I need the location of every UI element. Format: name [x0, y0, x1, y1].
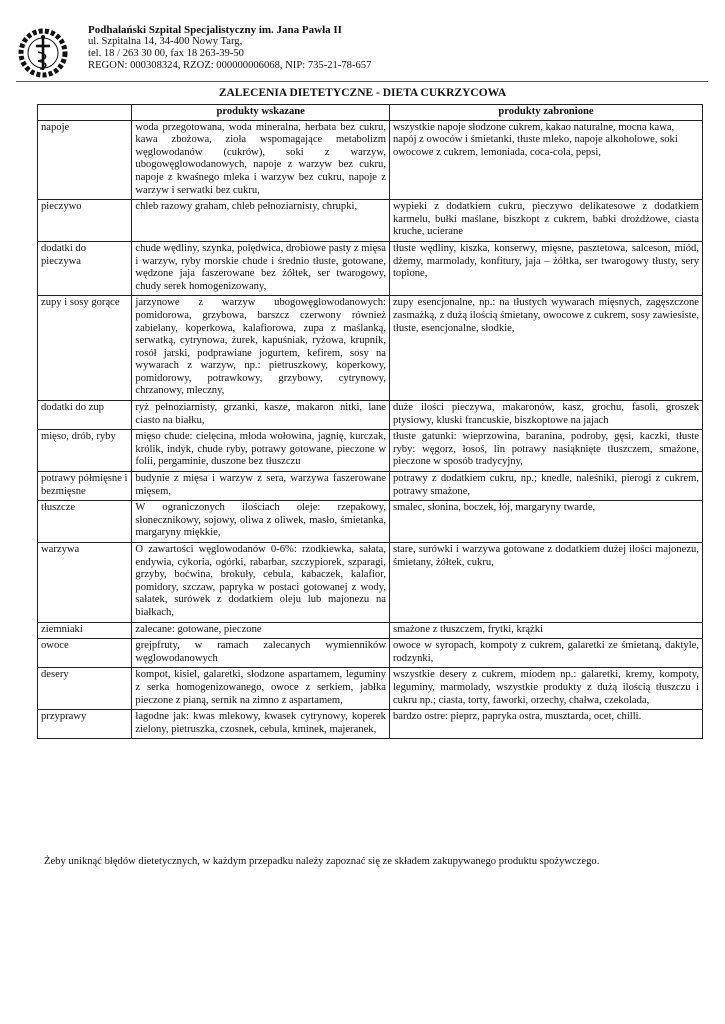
category-cell: owoce — [38, 639, 132, 668]
category-cell: zupy i sosy gorące — [38, 296, 132, 401]
recommended-cell: jarzynowe z warzyw ubogowęglowodanowych: pomidorowa, grzybowa, barszcz czerwony również zabielany, koperkowa, kalafiorowa, zupa z maślanką, serwatką, cytrynowa, żurek, kapuśniak, ryżowa, krupnik, rosół jarski, podprawiane jogurtem, kefirem, sosy na wywarach z warzyw, np.: pietruszkowy, koperkowy, pomidorowy, potrawkowy, grzybowy, cytrynowy, chrzanowy, mleczny, — [132, 296, 390, 401]
table-row — [38, 543, 703, 623]
forbidden-cell: smalec, słonina, boczek, łój, margaryny twarde, — [389, 501, 702, 543]
hospital-registry: REGON: 000308324, RZOZ: 000000006068, NIP: 735-21-78-657 — [88, 60, 372, 71]
category-cell: ziemniaki — [38, 622, 132, 639]
category-cell: napoje — [38, 120, 132, 200]
document-title: ZALECENIA DIETETYCZNE - DIETA CUKRZYCOWA — [218, 87, 507, 99]
recommended-cell: łagodne jak: kwas mlekowy, kwasek cytrynowy, koperek zielony, pietruszka, czosnek, cebula, kminek, majeranek, — [132, 710, 390, 739]
category-cell: przyprawy — [38, 710, 132, 739]
forbidden-cell: wypieki z dodatkiem cukru, pieczywo delikatesowe z dodatkiem karmelu, bułki maślane, biszkopt z cukrem, babki drożdżowe, ciasta kruche, ucierane — [389, 200, 702, 242]
hospital-name: Podhalański Szpital Specjalistyczny im. Jana Pawła II — [88, 24, 342, 36]
forbidden-cell: wszystkie desery z cukrem, miodem np.: galaretki, kremy, kompoty, leguminy, marmolady, wszystkie produkty z dużą ilością tłuszczu i cukru np.; ciasta, torty, faworki, orzechy, chałwa, czekolada, — [389, 668, 702, 710]
table-row — [38, 120, 703, 200]
category-cell: dodatki do zup — [38, 401, 132, 430]
recommended-cell: zalecane: gotowane, pieczone — [132, 622, 390, 639]
table-row — [38, 401, 703, 430]
table-row — [38, 501, 703, 543]
recommended-cell: chude wędliny, szynka, polędwica, drobiowe pasty z mięsa i warzyw, ryby morskie chude i średnio tłuste, gotowane, wędzone jaja faszerowane bez żółtek, ser twarogowy, chudy serek homogenizowany, — [132, 241, 390, 295]
table-row — [38, 241, 703, 295]
table-row — [38, 472, 703, 501]
category-cell: pieczywo — [38, 200, 132, 242]
hospital-logo-icon — [16, 26, 72, 80]
category-cell: potrawy półmięsne i bezmięsne — [38, 472, 132, 501]
forbidden-cell: wszystkie napoje słodzone cukrem, kakao naturalne, mocna kawa, napój z owoców i śmietanki, tłuste mleko, napoje alkoholowe, soki owocowe z cukrem, lemoniada, coca-cola, pepsi, — [389, 120, 702, 200]
diet-table — [37, 104, 703, 739]
recommended-cell: O zawartości węglowodanów 0-6%: rzodkiewka, sałata, endywia, cykoria, ogórki, rabarbar, szczypiorek, szparagi, grzyby, boćwina, brokuły, cebula, kabaczek, kalafior, pomidory, szczaw, papryka w postaci gotowanej z wody, sałatek, surówek z dodatkiem oleju lub majonezu na białkach, — [132, 543, 390, 623]
forbidden-cell: stare, surówki i warzywa gotowane z dodatkiem dużej ilości majonezu, śmietany, żółtek, cukru, — [389, 543, 702, 623]
header-divider — [16, 81, 708, 82]
table-row — [38, 622, 703, 639]
table-row — [38, 430, 703, 472]
document-header — [16, 24, 706, 80]
table-row — [38, 639, 703, 668]
forbidden-cell: duże ilości pieczywa, makaronów, kasz, grochu, fasoli, groszek ptysiowy, kluski francuskie, biszkoptowe na jajach — [389, 401, 702, 430]
forbidden-cell: owoce w syropach, kompoty z cukrem, galaretki ze śmietaną, daktyle, rodzynki, — [389, 639, 702, 668]
footer-note: Żeby uniknąć błędów dietetycznych, w każdym przepadku należy zapoznać się ze składem zakupywanego produktu spożywczego. — [44, 856, 600, 867]
table-header-row — [38, 105, 703, 121]
forbidden-cell: tłuste gatunki: wieprzowina, baranina, podroby, gęsi, kaczki, tłuste ryby: węgorz, łosoś, lin potrawy nasiąknięte tłuszczem, smażone, pieczone w sposób tradycyjny, — [389, 430, 702, 472]
hospital-info — [88, 24, 371, 72]
table-row — [38, 200, 703, 242]
forbidden-cell: bardzo ostre: pieprz, papryka ostra, musztarda, ocet, chilli. — [389, 710, 702, 739]
recommended-header: produkty wskazane — [132, 105, 390, 121]
recommended-cell: mięso chude: cielęcina, młoda wołowina, jagnię, kurczak, królik, indyk, chude ryby, potrawy gotowane, pieczone w folii, pergaminie, duszone bez tłuszczu — [132, 430, 390, 472]
category-cell: mięso, drób, ryby — [38, 430, 132, 472]
category-cell: warzywa — [38, 543, 132, 623]
hospital-address: ul. Szpitalna 14, 34-400 Nowy Targ, — [88, 36, 243, 47]
forbidden-cell: smażone z tłuszczem, frytki, krążki — [389, 622, 702, 639]
table-row — [38, 668, 703, 710]
recommended-cell: kompot, kisiel, galaretki, słodzone aspartamem, leguminy z serka homogenizowanego, owoce z serkiem, jabłka pieczone z pianą, sernik na zimno z aspartamem, — [132, 668, 390, 710]
recommended-cell: W ograniczonych ilościach oleje: rzepakowy, słonecznikowy, sojowy, oliwa z oliwek, masło, śmietanka, margaryny miękkie, — [132, 501, 390, 543]
table-row — [38, 296, 703, 401]
forbidden-cell: tłuste wędliny, kiszka, konserwy, mięsne, pasztetowa, salceson, miód, dżemy, marmolady, konfitury, jaja – żółtka, ser twarogowy tłusty, sery topione, — [389, 241, 702, 295]
forbidden-cell: potrawy z dodatkiem cukru, np.; knedle, naleśniki, pierogi z cukrem, potrawy smażone, — [389, 472, 702, 501]
forbidden-cell: zupy esencjonalne, np.: na tłustych wywarach mięsnych, zagęszczone zasmażką, z dużą ilością śmietany, owocowe z cukrem, sosy zawiesiste, tłuste, esencjonalne, słodkie, — [389, 296, 702, 401]
table-row — [38, 710, 703, 739]
recommended-cell: chleb razowy graham, chleb pełnoziarnisty, chrupki, — [132, 200, 390, 242]
category-header — [38, 105, 132, 121]
category-cell: desery — [38, 668, 132, 710]
hospital-phone: tel. 18 / 263 30 00, fax 18 263-39-50 — [88, 48, 244, 59]
recommended-cell: woda przegotowana, woda mineralna, herbata bez cukru, kawa zbożowa, zioła wspomagające metabolizm węglowodanów (cukrów), soki z warzyw, ubogowęglowodanowych, napoje z warzyw bez cukru, napoje z kwaśnego mleka i warzyw bez cukru, napoje z warzyw i serwatki bez cukru, — [132, 120, 390, 200]
recommended-cell: grejpfruty, w ramach zalecanych wymienników węglowodanowych — [132, 639, 390, 668]
recommended-cell: budynie z mięsa i warzyw z sera, warzywa faszerowane mięsem, — [132, 472, 390, 501]
category-cell: tłuszcze — [38, 501, 132, 543]
category-cell: dodatki do pieczywa — [38, 241, 132, 295]
forbidden-header: produkty zabronione — [389, 105, 702, 121]
recommended-cell: ryż pełnoziarnisty, grzanki, kasze, makaron nitki, lane ciasto na białku, — [132, 401, 390, 430]
